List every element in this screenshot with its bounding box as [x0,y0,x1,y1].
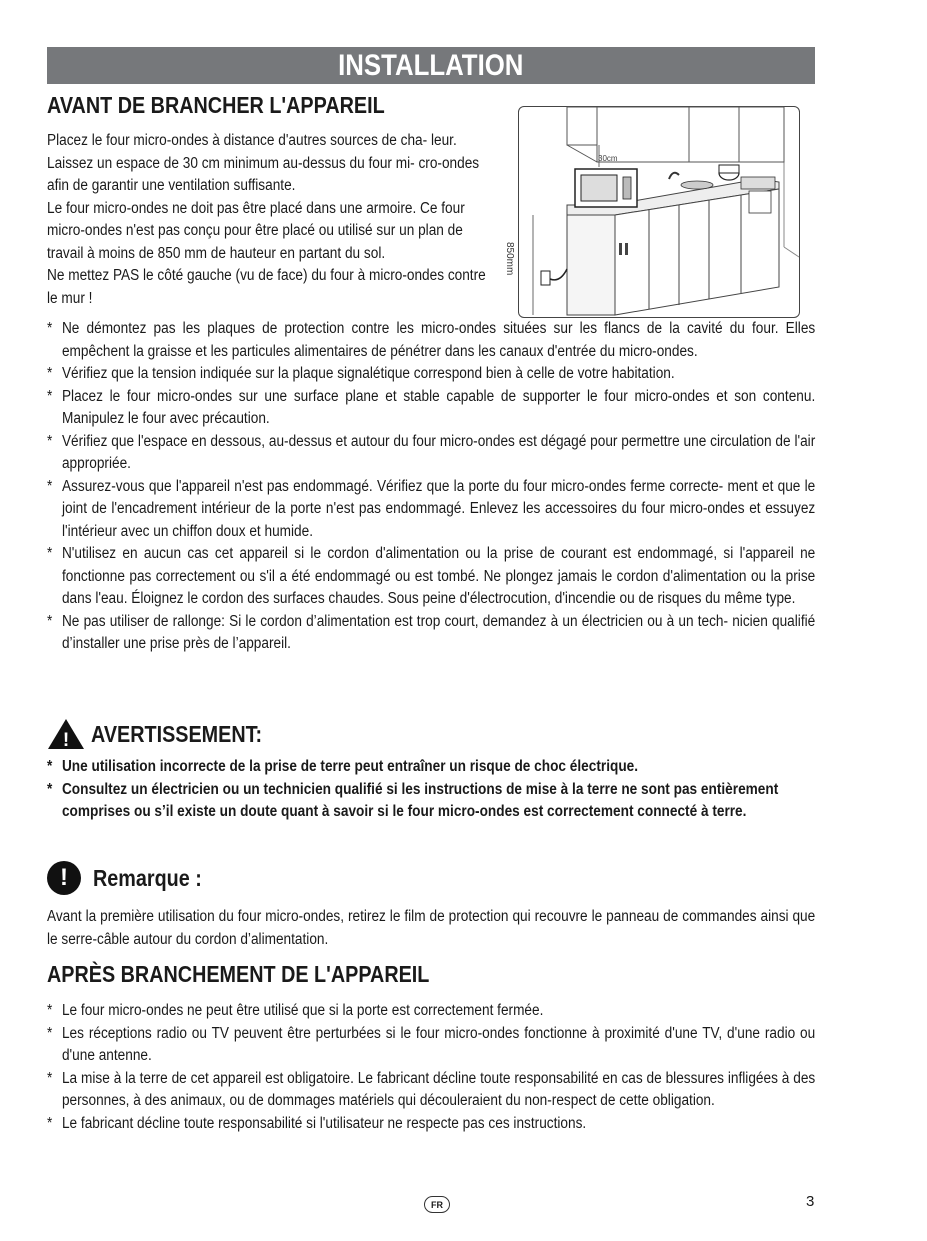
page-title: INSTALLATION [338,49,524,82]
list-item: * Les réceptions radio ou TV peuvent être perturbées si le four micro-ondes fonctionne à proximité d'une TV, d'une radio ou d'une antenne. [47,1023,815,1068]
after-connecting-heading: APRÈS BRANCHEMENT DE L'APPAREIL [47,961,430,987]
clearance-label: 30cm [598,154,618,163]
list-item: * Assurez-vous que l'appareil n'est pas endommagé. Vérifiez que la porte du four micro-ondes ferme correcte- ment et que le joint de l'encadrement intérieur de la porte n'est pas endommagé. Enlevez les accessoires du four micro-ondes et essuyez l'intérieur avec un chiffon doux et humide. [47,476,815,544]
intro-paragraph-3: Ne mettez PAS le côté gauche (vu de face) du four à micro-ondes contre le mur ! [47,267,486,307]
intro-text [47,130,557,310]
kitchen-illustration [504,106,800,318]
list-item: * Le four micro-ondes ne peut être utilisé que si la porte est correctement fermée. [47,1000,815,1023]
kitchen-drawing [519,107,799,317]
remark-text [47,906,922,951]
list-item: * Consultez un électricien ou un technicien qualifié si les instructions de mise à la terre ne sont pas entièrement comprises ou s’il existe un doute quant à savoir si le four micro-ondes est correctement connecté à terre. [47,779,821,824]
page-number: 3 [806,1193,815,1210]
remark-header [47,860,220,896]
list-item: * Le fabricant décline toute responsabilité si l'utilisateur ne respecte pas ces instructions. [47,1113,815,1136]
warning-triangle-icon [47,718,85,750]
section-banner [47,47,815,84]
list-item: * La mise à la terre de cet appareil est obligatoire. Le fabricant décline toute responsabilité en cas de blessures infligées à des personnes, à des animaux, ou de dommages matériels qui découleraient du non-respect de cette obligation. [47,1068,815,1113]
list-item: * N'utilisez en aucun cas cet appareil si le cordon d'alimentation ou la prise de courant est endommagé, si l'appareil ne fonctionne pas correctement ou s'il a été endommagé ou est tombé. Ne plongez jamais le cordon d'alimentation ou la prise dans l'eau. Éloignez le cordon des surfaces chaudes. Sous peine d'électrocution, d'incendie ou de risques du même type. [47,543,815,611]
warning-icon-mark: ! [62,730,70,751]
warning-heading: AVERTISSEMENT: [91,720,263,747]
list-item: * Une utilisation incorrecte de la prise de terre peut entraîner un risque de choc électrique. [47,756,821,779]
list-item: * Ne pas utiliser de rallonge: Si le cordon d’alimentation est trop court, demandez à un électricien ou à un tech- nicien qualifié d’installer une prise près de l’appareil. [47,611,815,656]
exclamation-icon: ! [47,861,81,895]
list-item: * Placez le four micro-ondes sur une surface plane et stable capable de supporter le four micro-ondes et son contenu. Manipulez le four avec précaution. [47,386,815,431]
intro-paragraph-1: Placez le four micro-ondes à distance d'autres sources de cha- leur. Laissez un espace de 30 cm minimum au-dessus du four mi- cro-ondes afin de garantir une ventilation suffisante. [47,132,480,194]
warning-list [47,756,922,824]
remark-heading: Remarque : [93,864,202,891]
list-item: * Ne démontez pas les plaques de protection contre les micro-ondes situées sur les flancs de la cavité du four. Elles empêchent la graisse et les particules alimentaires de pénétrer dans les canaux d'entrée du micro-ondes. [47,318,815,363]
warning-header [47,716,290,752]
list-item: * Vérifiez que la tension indiquée sur la plaque signalétique correspond bien à celle de votre habitation. [47,363,815,386]
height-label: 850mm [504,242,515,276]
after-checklist [47,1000,922,1135]
list-item: * Vérifiez que l'espace en dessous, au-dessus et autour du four micro-ondes est dégagé pour permettre une circulation de l'air appropriée. [47,431,815,476]
remark-paragraph: Avant la première utilisation du four micro-ondes, retirez le film de protection qui recouvre le panneau de commandes ainsi que le serre-câble autour du cordon d’alimentation. [47,908,816,948]
language-badge: FR [424,1196,450,1213]
intro-paragraph-2: Le four micro-ondes ne doit pas être placé dans une armoire. Ce four micro-ondes n'est pas conçu pour être placé ou utilisé sur un plan de travail à moins de 850 mm de hauteur en partant du sol. [47,199,465,262]
before-connecting-heading: AVANT DE BRANCHER L'APPAREIL [47,92,385,118]
before-checklist [47,318,922,656]
